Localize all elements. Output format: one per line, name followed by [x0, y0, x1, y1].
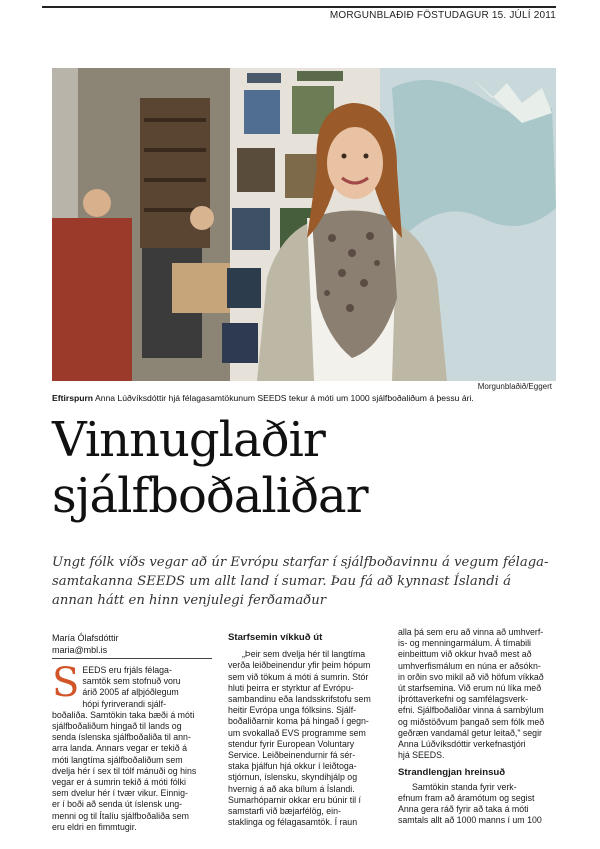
column-1	[52, 632, 214, 833]
body-line: staklinga og félagasamtök. Í raun	[228, 817, 358, 828]
column-3	[398, 627, 560, 826]
byline-rule	[52, 658, 212, 659]
article-photo	[52, 68, 556, 381]
body-line: er í boði að senda út íslensk ung-	[52, 799, 183, 810]
body-line: móti langtíma sjálfboðaliðum sem	[52, 754, 183, 765]
lede-line: samtakanna SEEDS um allt land í sumar. Þau fá að kynnast Íslandi á	[52, 574, 511, 589]
photo-credit: Morgunblaðið/Eggert	[477, 382, 552, 391]
subhead: Strandlengjan hreinsuð	[398, 767, 506, 779]
byline-email[interactable]: maria@mbl.is	[52, 645, 108, 655]
body-line: menni og til Ítalíu sjálfboðaliða sem	[52, 810, 189, 821]
photo-caption	[52, 393, 556, 403]
caption-text: Anna Lúðvíksdóttir hjá félagasamtökunum SEEDS tekur á móti um 1000 sjálfboðaliðum á þessu ári.	[93, 393, 474, 403]
body-line: arra landa. Annars vegar er tekið á	[52, 743, 187, 754]
body-line: íþróttaverkefni og samfélagsverk-	[398, 694, 529, 705]
body-line: vegar er á sumrin tekið á móti fólki	[52, 777, 186, 788]
body-line: Sumarhóparnir okkar eru búnir til í	[228, 794, 361, 805]
body-line: efni. Sjálfboðaliðar vinna á sambýlum	[398, 705, 544, 716]
body-line: samstarfi við bæjarfélög, ein-	[228, 806, 341, 817]
body-line: geðræn vandamál getur leitað," segir	[398, 727, 542, 738]
body-line: og miðstöðvum þangað sem fólk með	[398, 716, 545, 727]
body-line: sem við tökum á móti á sumrin. Stór	[228, 671, 369, 682]
top-rule	[42, 6, 556, 8]
subhead: Starfsemin víkkuð út	[228, 632, 323, 643]
caption-lead: Eftirspurn	[52, 393, 94, 403]
body-line: hjá SEEDS.	[398, 750, 445, 761]
body-line: alla þá sem eru að vinna að umhverf-	[398, 627, 544, 637]
body-line: hluti þeirra er styrktur af Evrópu-	[228, 682, 354, 693]
lede	[52, 553, 552, 610]
body-line: efnum fram að áramótum og segist	[398, 792, 535, 803]
body-line: hópi fyrirverandi sjálf-	[82, 698, 167, 709]
body-line: „Þeir sem dvelja hér til langtíma	[242, 649, 366, 660]
column-2	[228, 632, 390, 828]
body-line: einbeittum við okkur hvað mest að	[398, 649, 532, 660]
body-line: árið 2005 af alþjóðlegum	[82, 687, 179, 698]
lede-line: Ungt fólk víðs vegar að úr Evrópu starfar í sjálfboðavinnu á vegum félaga-	[52, 555, 549, 570]
body-line: stjórnun, íslensku, skyndihjálp og	[228, 772, 358, 783]
body-line: verða leiðbeinendur yfir þeim hópum	[228, 660, 371, 671]
body-line: Anna Lúðvíksdóttir verkefnastjóri	[398, 739, 526, 750]
body-line: EEDS eru frjáls félaga-	[82, 665, 172, 675]
body-line: stendur fyrir European Voluntary	[228, 738, 355, 749]
body-line: sambandinu eða landsskrifstofu sem	[228, 694, 371, 705]
body-line: dvelja hér í sex til tólf mánuði og hins	[52, 765, 197, 776]
lede-line: annan hátt en hinn venjulegi ferðamaður	[52, 593, 327, 608]
body-line: Anna gera ráð fyrir að taka á móti	[398, 804, 529, 815]
dropcap-paragraph	[52, 660, 214, 710]
headline	[52, 412, 562, 524]
body-line: is- og menningarmálum. Á tímabili	[398, 638, 531, 649]
body-line: Samtökin standa fyrir verk-	[412, 781, 517, 792]
body-line: boðaliða. Samtökin taka bæði á móti	[52, 709, 195, 720]
body-line: staka þjálfun hjá okkur í leiðtoga-	[228, 761, 357, 772]
body-line: heitir Evrópa unga fólksins. Sjálf-	[228, 705, 357, 716]
body-line: in orðin svo mikil að við höfum víkkað	[398, 671, 544, 682]
body-line: samtals allt að 1000 manns í um 100	[398, 815, 542, 826]
body-line: eru eldri en fimmtugir.	[52, 821, 137, 832]
drop-cap: S	[52, 660, 80, 706]
body-line: út starfsemina. Við erum nú líka með	[398, 683, 542, 694]
headline-line-2: sjálfboðaliðar	[52, 468, 368, 524]
body-line: senda íslenska sjálfboðaliða til ann-	[52, 732, 191, 743]
body-line: hvernig á að aka bílum á Íslandi.	[228, 783, 355, 794]
body-line: boðaliðarnir koma þá hingað í gegn-	[228, 716, 369, 727]
body-line: um svokallað EVS programme sem	[228, 727, 366, 738]
byline-name: María Ólafsdóttir	[52, 633, 119, 643]
body-line: sjálfboðaliðum hingað til lands og	[52, 721, 182, 732]
body-line: umhverfismálum en núna er aðsókn-	[398, 660, 541, 671]
body-line: Service. Leiðbeinendurnir fá sér-	[228, 750, 356, 761]
body-line: samtök sem stofnuð voru	[82, 676, 181, 687]
body-line: sem dvelur hér í tvær vikur. Einnig-	[52, 788, 188, 799]
photo-illustration	[52, 68, 556, 381]
masthead: MORGUNBLAÐIÐ FÖSTUDAGUR 15. JÚLÍ 2011	[329, 10, 556, 21]
headline-line-1: Vinnuglaðir	[52, 412, 325, 468]
